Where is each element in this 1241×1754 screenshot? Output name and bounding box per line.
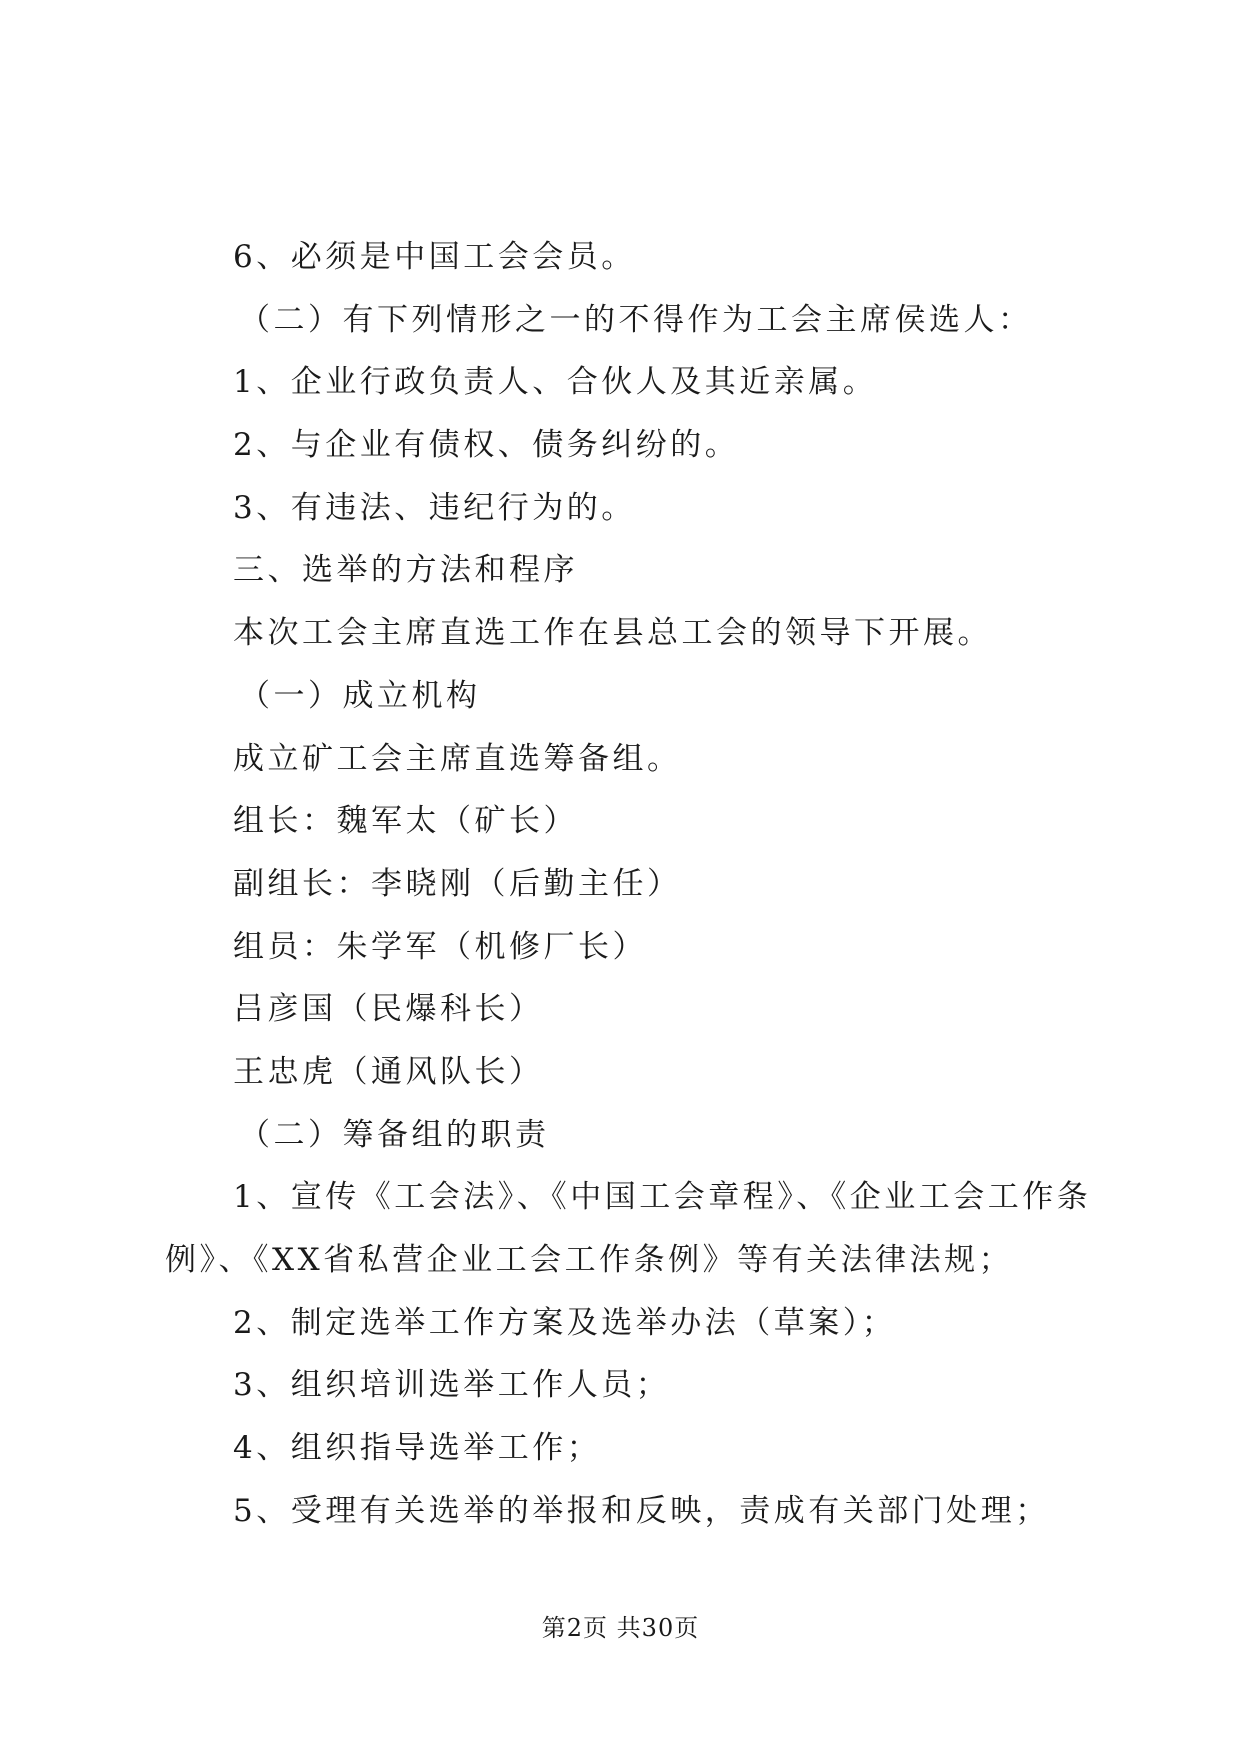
text-line: 3、有违法、违纪行为的。 — [233, 489, 636, 526]
text-line: 成立矿工会主席直选筹备组。 — [233, 740, 682, 777]
text-line: （二）有下列情形之一的不得作为工会主席侯选人： — [239, 301, 1033, 338]
text-line: 王忠虎（通风队长） — [233, 1053, 544, 1090]
text-line: 组长：魏军太（矿长） — [233, 803, 578, 840]
text-line: （二）筹备组的职责 — [239, 1116, 550, 1153]
page-footer: 第2页 共30页 — [541, 1614, 700, 1642]
text-line: 副组长：李晓刚（后勤主任） — [233, 865, 682, 902]
text-line: 本次工会主席直选工作在县总工会的领导下开展。 — [233, 615, 992, 652]
text-line: 组员：朱学军（机修厂长） — [233, 928, 647, 965]
text-line: 例》、《XX省私营企业工会工作条例》等有关法律法规； — [165, 1242, 1014, 1278]
text-line: 1、企业行政负责人、合伙人及其近亲属。 — [233, 364, 878, 401]
text-line: 6、必须是中国工会会员。 — [233, 239, 636, 275]
text-line: 4、组织指导选举工作； — [233, 1430, 602, 1467]
text-line: 5、受理有关选举的举报和反映，责成有关部门处理； — [233, 1492, 1050, 1529]
text-line: 3、组织培训选举工作人员； — [233, 1367, 671, 1404]
text-line: （一）成立机构 — [239, 677, 481, 714]
text-line: 1、宣传《工会法》、《中国工会章程》、《企业工会工作条 — [233, 1179, 1092, 1216]
text-line: 三、选举的方法和程序 — [233, 552, 578, 589]
text-line: 2、制定选举工作方案及选举办法（草案）； — [233, 1304, 897, 1341]
document-body — [165, 226, 1092, 1542]
text-line: 2、与企业有债权、债务纠纷的。 — [233, 427, 740, 464]
text-line: 吕彦国（民爆科长） — [233, 991, 544, 1028]
